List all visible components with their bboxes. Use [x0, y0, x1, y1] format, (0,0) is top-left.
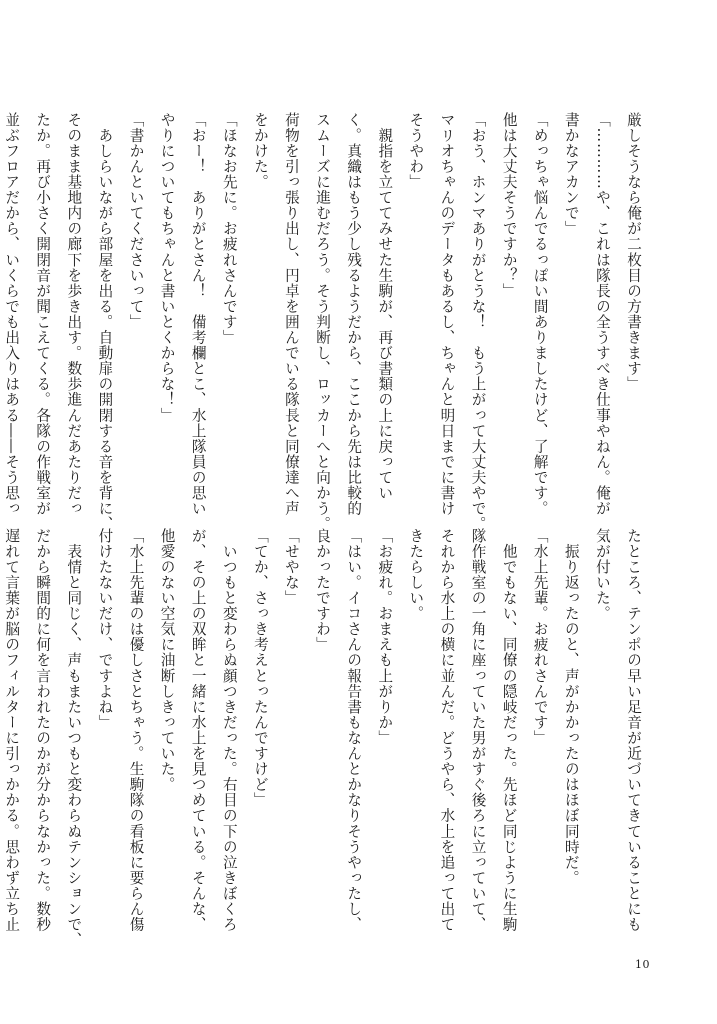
text-line: 並ぶフロアだから、いくらでも出入りはある――そう思っ — [3, 112, 21, 517]
text-line: 他でもない、同僚の隠岐だった。先ほど同じように生駒 — [500, 528, 518, 933]
text-line: いつもと変わらぬ顔つきだった。右目の下の泣きぼくろ — [220, 528, 238, 933]
text-line: たか。再び小さく開閉音が聞こえてくる。各隊の作戦室が — [34, 112, 52, 517]
text-line: 書かなアカンで」 — [562, 112, 580, 237]
text-line: やりについてもちゃんと書いとくからな！」 — [158, 112, 176, 423]
text-line: 親指を立ててみせた生駒が、再び書類の上に戻ってい — [376, 112, 394, 501]
text-line: 「おー！ ありがとさん！ 備考欄とこ、水上隊員の思い — [189, 112, 207, 517]
text-line: 他は大丈夫そうですか？」 — [500, 112, 518, 299]
text-line: マリオちゃんのデータもあるし、ちゃんと明日までに書け — [438, 112, 456, 517]
text-line: 隊作戦室の一角に座っていた男がすぐ後ろに立っていて、 — [469, 528, 487, 933]
text-line: 厳しそうなら俺が二枚目の方書きます」 — [625, 112, 642, 392]
text-line: 気が付いた。 — [593, 528, 611, 622]
text-line: 「せやな」 — [282, 528, 300, 606]
text-line: をかけた。 — [251, 112, 269, 190]
text-line: スムーズに進むだろう。そう判断し、ロッカーへと向かう。 — [314, 112, 332, 532]
text-line: 「水上先輩のは優しさとちゃう。生駒隊の看板に要らん傷 — [127, 528, 145, 933]
text-line: 荷物を引っ張り出し、円卓を囲んでいる隊長と同僚達へ声 — [282, 112, 300, 517]
text-line: 「めっちゃ悩んでるっぽい間ありましたけど、了解です。 — [531, 112, 549, 517]
text-line: そうやわ」 — [407, 112, 425, 190]
text-line: 表情と同じく、声もまたいつもと変わらぬテンションで、 — [65, 528, 83, 948]
text-line: あしらいながら部屋を出る。自動扉の開閉する音を背に、 — [96, 112, 114, 532]
text-line: く。真織はもう少し残るようだから、ここから先は比較的 — [345, 112, 363, 517]
text-line: 遅れて言葉が脳のフィルターに引っかかる。思わず立ち止 — [3, 528, 21, 933]
text-line: が、その上の双眸と一緒に水上を見つめている。そんな、 — [189, 528, 207, 933]
text-line: 「書かんといてくださいって」 — [127, 112, 145, 330]
text-line: 「お疲れ。おまえも上がりか」 — [376, 528, 394, 746]
text-line: 「はい。イコさんの報告書もなんとかなりそうやったし、 — [345, 528, 363, 933]
text-line: 「ほなお先に。お疲れさんです」 — [220, 112, 238, 346]
text-line: それから水上の横に並んだ。どうやら、水上を追って出て — [438, 528, 456, 933]
page-number: 10 — [635, 958, 650, 971]
text-line: 振り返ったのと、声がかかったのはほぼ同時だ。 — [562, 528, 580, 886]
text-line: だから瞬間的に何を言われたのかが分からなかった。数秒 — [34, 528, 52, 933]
text-line: 他愛のない空気に油断しきっていた。 — [158, 528, 176, 793]
text-line: 「水上先輩。お疲れさんです」 — [531, 528, 549, 746]
text-line: 付けたないだけ、ですよね」 — [96, 528, 114, 731]
lower-text-block — [3, 528, 649, 948]
text-line: きたらしい。 — [407, 528, 425, 622]
text-line: たところ、テンポの早い足音が近づいてきていることにも — [625, 528, 642, 933]
upper-text-block — [3, 112, 649, 532]
text-line: 「おう、ホンマありがとうな！ もう上がって大丈夫やで。 — [469, 112, 487, 532]
text-line: 「てか、さっき考えとったんですけど」 — [251, 528, 269, 808]
text-line: 「…………や、これは隊長の全うすべき仕事やねん。俺が — [593, 112, 611, 517]
text-line: そのまま基地内の廊下を歩き出す。数歩進んだあたりだっ — [65, 112, 83, 517]
text-line: 良かったですわ」 — [314, 528, 332, 653]
